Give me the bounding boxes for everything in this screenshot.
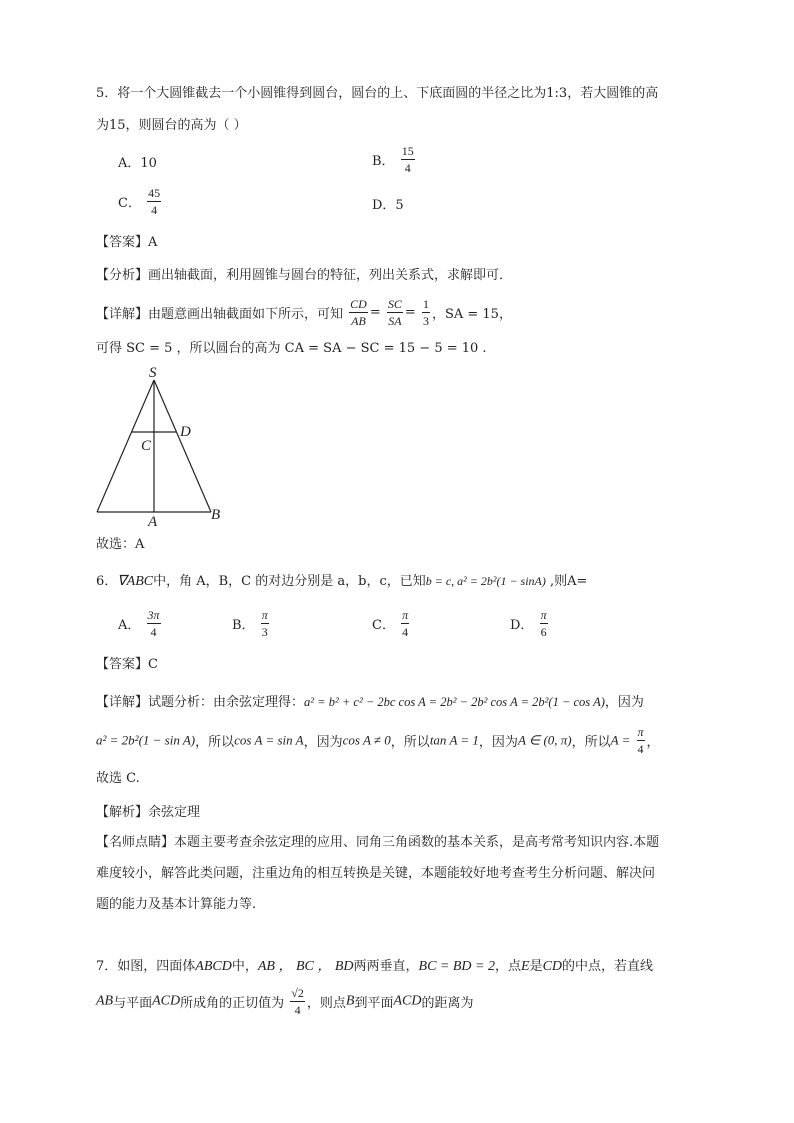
q6-option-c-den: 4 [402, 625, 409, 639]
q6-l2-e: cos A ≠ 0 [342, 732, 391, 748]
q5-detail-frac-1-3 [422, 298, 430, 327]
q6-tip-line3: 题的能力及基本计算能力等. [96, 897, 257, 912]
q6-jiexi-text: 余弦定理 [148, 805, 201, 820]
q6-l2-c: cos A = sin A [234, 732, 304, 748]
q6-l2-k: A = [610, 732, 631, 748]
q7-e: E [521, 959, 530, 974]
edge-s-b [154, 380, 211, 512]
q7-l2-c: ，则点 [306, 996, 346, 1011]
q6-detail-line1 [96, 692, 644, 713]
q5-stem-line2: 为15，则圆台的高为（ ） [96, 118, 247, 133]
q6-l2-j: ，所以 [571, 735, 611, 750]
q5-frac1-den: AB [351, 314, 366, 328]
q7-l2-a: 与平面 [113, 996, 153, 1011]
q7-tangent-fraction [290, 987, 305, 1016]
q6-detail-line2 [96, 726, 660, 755]
q6-answer-value: C [148, 657, 158, 672]
q6-tip-line2: 难度较小，解答此类问题，注重边角的相互转换是关键，本题能较好地考查考生分析问题、解决问 [96, 866, 656, 881]
q7-mid3: ，点 [494, 959, 521, 974]
q5-option-b-den: 4 [404, 161, 411, 175]
q5-cross-section-figure [88, 362, 238, 532]
q6-option-c-num: π [402, 608, 409, 622]
q6-option-a-num: 3π [147, 608, 160, 622]
q5-option-c-num: 45 [148, 186, 161, 200]
q7-l2-acd: ACD [152, 993, 181, 1009]
q6-l2-i: A ∈ (0, π) [517, 732, 572, 748]
label-c: C [141, 438, 152, 454]
q6-stem-end: ,则A= [545, 574, 588, 589]
q7-mid1: 中， [231, 959, 258, 974]
q6-stem-cond: b = c, a² = 2b²(1 − sinA) [425, 574, 546, 588]
q6-jiexi-tag: 【解析】 [96, 805, 149, 820]
q6-option-a [118, 609, 163, 638]
q5-option-c-den: 4 [151, 203, 158, 217]
q6-stem [96, 571, 587, 592]
q7-l2-bpt: B [345, 993, 355, 1009]
q5-frac3-den: 3 [422, 314, 429, 328]
q6-option-c-label: C． [372, 618, 395, 633]
q6-stem-pre: 6． [96, 574, 118, 589]
q6-option-b-num: π [261, 608, 268, 622]
q6-tip-text1: 本题主要考查余弦定理的应用、同角三角函数的基本关系，是高考常考知识内容.本题 [174, 835, 660, 850]
q7-l2-b: 所成角的正切值为 [180, 996, 285, 1011]
q6-jiexi [96, 803, 200, 823]
q6-result-num: π [637, 725, 644, 739]
q7-abcd: ABCD [195, 959, 232, 974]
q5-detail-sa: ，SA = 15， [431, 307, 512, 322]
q5-answer-value: A [148, 235, 158, 250]
q5-option-a: A．10 [118, 156, 157, 171]
q5-conclusion: 故选：A [96, 537, 145, 552]
q5-option-c [118, 187, 163, 216]
q5-analysis [96, 266, 512, 286]
q6-answer-tag: 【答案】 [96, 657, 149, 672]
q6-result-fraction [637, 726, 645, 755]
q6-triangle: ∇ABC [117, 574, 154, 589]
q7-l2-e: 的距离为 [421, 996, 474, 1011]
q5-analysis-tag: 【分析】 [96, 268, 149, 283]
q6-option-d-den: 6 [540, 625, 547, 639]
q6-stem-mid: 中，角 A，B，C 的对边分别是 a，b，c，已知 [153, 574, 426, 589]
label-s: S [149, 365, 157, 381]
q6-detail-tag: 【详解】 [96, 695, 149, 710]
q7-frac-num: √2 [291, 986, 304, 1000]
q6-option-b-den: 3 [261, 625, 268, 639]
q5-option-b-num: 15 [401, 144, 414, 158]
q7-mid2: 两两垂直， [353, 959, 419, 974]
q6-option-d-fraction [540, 609, 548, 638]
q5-option-b [372, 145, 417, 174]
q5-option-c-fraction [147, 187, 161, 216]
q5-option-b-label: B． [372, 154, 395, 169]
label-a: A [148, 514, 158, 530]
q5-option-b-fraction [401, 145, 415, 174]
q6-l2-g: tan A = 1 [429, 732, 479, 748]
q5-answer [96, 233, 157, 253]
q6-option-b-label: B． [232, 618, 255, 633]
q6-option-d-num: π [540, 608, 547, 622]
q5-eq1: = [369, 305, 381, 320]
q6-l2-d: ，因为 [303, 735, 343, 750]
q6-option-b [232, 609, 271, 638]
q5-detail-frac-sc-sa [387, 298, 403, 327]
q7-edges: AB ， BC ， BD [257, 959, 354, 974]
q7-eq: BC = BD = 2 [418, 959, 495, 974]
q6-option-c [372, 609, 411, 638]
q5-option-d: D．5 [372, 198, 404, 213]
q5-detail-pre: 由题意画出轴截面如下所示，可知 [148, 307, 344, 322]
q6-option-a-den: 4 [150, 625, 157, 639]
q6-detail-eq1: a² = b² + c² − 2bc cos A = 2b² − 2b² cos A = 2b²(1 − cos A) [304, 695, 605, 709]
q7-pre: 7．如图，四面体 [96, 959, 196, 974]
q7-l2-d: 到平面 [354, 996, 394, 1011]
q6-option-a-fraction [147, 609, 161, 638]
q6-option-b-fraction [261, 609, 269, 638]
q5-frac2-den: SA [388, 314, 402, 328]
q5-analysis-text: 画出轴截面，利用圆锥与圆台的特征，列出关系式，求解即可． [148, 268, 513, 283]
q5-frac2-num: SC [387, 297, 402, 311]
q5-eq2: = [404, 305, 416, 320]
q6-l2-a: a² = 2b²(1 − sin A) [96, 732, 196, 748]
q7-l2-ab: AB [96, 993, 114, 1009]
q7-cd: CD [542, 959, 563, 974]
q7-stem-line1 [96, 957, 653, 977]
q6-result-den: 4 [637, 742, 644, 756]
label-b: B [211, 507, 221, 523]
q6-conclusion: 故选 C. [96, 771, 140, 786]
q6-option-d-label: D． [510, 618, 534, 633]
q5-frac1-num: CD [350, 297, 367, 311]
q5-detail-tag: 【详解】 [96, 307, 149, 322]
q6-l2-end: ， [646, 735, 660, 750]
q7-mid4: 是 [529, 959, 543, 974]
q5-frac3-num: 1 [422, 297, 429, 311]
q7-l2-acd2: ACD [393, 993, 422, 1009]
q5-stem-line1: 5．将一个大圆锥截去一个小圆锥得到圆台，圆台的上、下底面圆的半径之比为1:3，若大圆锥的高 [96, 86, 659, 101]
q5-option-c-label: C． [118, 196, 141, 211]
q6-tip-line1 [96, 833, 659, 853]
q6-option-a-label: A． [118, 618, 141, 633]
q6-option-d [510, 609, 550, 638]
q5-answer-tag: 【答案】 [96, 235, 149, 250]
q7-stem-line2 [96, 987, 473, 1016]
q6-l2-f: ，所以 [390, 735, 430, 750]
q6-l2-h: ，因为 [478, 735, 518, 750]
q7-frac-den: 4 [294, 1003, 301, 1017]
q5-detail-line2: 可得 SC = 5 ，所以圆台的高为 CA = SA − SC = 15 − 5 = 10 . [96, 341, 487, 356]
label-d: D [180, 424, 191, 440]
q6-detail-pre: 试题分析：由余弦定理得： [148, 695, 305, 710]
q6-l2-b: ，所以 [195, 735, 235, 750]
q6-tip-tag: 【名师点睛】 [96, 835, 175, 850]
q6-answer [96, 655, 158, 675]
q5-detail-frac-cd-ab [349, 298, 368, 327]
q6-option-c-fraction [401, 609, 409, 638]
q6-detail-because: ，因为 [604, 695, 644, 710]
q5-detail-line1 [96, 298, 512, 327]
q7-mid5: 的中点，若直线 [562, 959, 654, 974]
